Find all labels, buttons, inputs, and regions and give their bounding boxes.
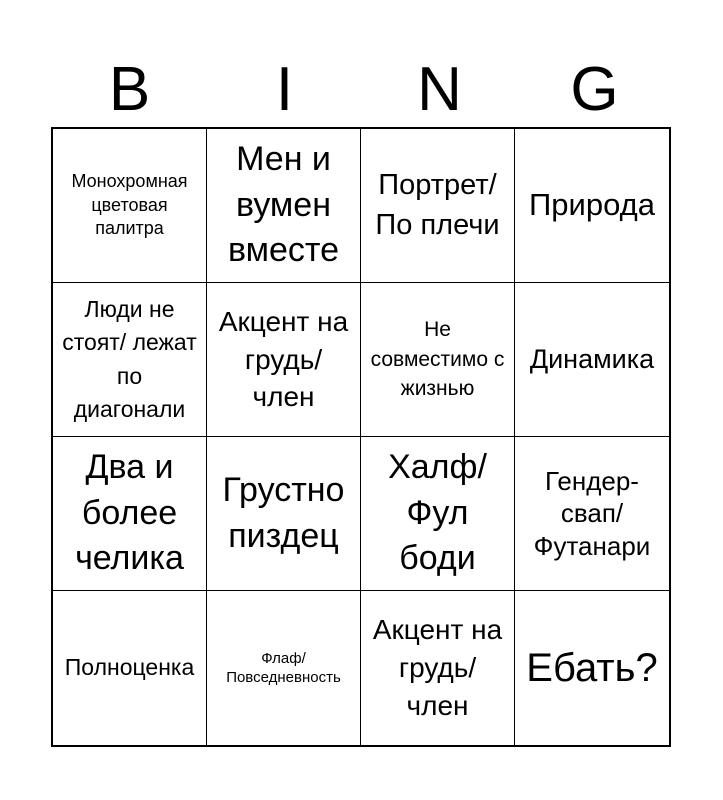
- cell-text: Природа: [529, 187, 655, 223]
- bingo-cell[interactable]: [515, 283, 669, 437]
- cell-text: Динамика: [529, 343, 655, 374]
- bingo-board: [51, 127, 671, 747]
- bingo-cell[interactable]: [207, 129, 361, 283]
- cell-text: Полноценка: [64, 654, 195, 681]
- bingo-cell[interactable]: [207, 591, 361, 745]
- cell-text: Мен и вумен вместе: [227, 139, 340, 270]
- cell-text: Ебать?: [526, 646, 658, 690]
- cell-text: Два и более челика: [75, 447, 184, 578]
- cell-text: Монохромная цветовая палитра: [71, 171, 188, 239]
- cell-text: Не совместимо с жизнью: [370, 318, 505, 401]
- bingo-cell[interactable]: [361, 591, 515, 745]
- cell-text: Люди не стоят/ лежат по диагонали: [62, 295, 197, 422]
- header-letter-n: N: [417, 55, 462, 124]
- cell-text: Гендер-свап/ Футанари: [533, 465, 651, 561]
- header-letter-g: G: [570, 55, 619, 124]
- bingo-cell[interactable]: [53, 129, 207, 283]
- bingo-cell[interactable]: [207, 437, 361, 591]
- cell-text: Грустно пиздец: [222, 470, 345, 555]
- header-letter-i: I: [275, 55, 294, 124]
- cell-text: Акцент на грудь/ член: [372, 614, 503, 721]
- bingo-cell[interactable]: [207, 283, 361, 437]
- bingo-header: [52, 52, 672, 128]
- bingo-cell[interactable]: [53, 437, 207, 591]
- cell-text: Акцент на грудь/ член: [218, 305, 349, 413]
- cell-text: Халф/ Фул боди: [388, 447, 487, 578]
- bingo-cell[interactable]: [515, 591, 669, 745]
- cell-text: Флаф/ Повседневность: [226, 649, 341, 686]
- bingo-cell[interactable]: [361, 129, 515, 283]
- bingo-cell[interactable]: [53, 591, 207, 745]
- header-letter-b: B: [108, 55, 151, 124]
- bingo-cell[interactable]: [361, 283, 515, 437]
- cell-text: Портрет/ По плечи: [375, 169, 500, 241]
- bingo-cell[interactable]: [361, 437, 515, 591]
- bingo-cell[interactable]: [53, 283, 207, 437]
- bingo-cell[interactable]: [515, 129, 669, 283]
- bingo-cell[interactable]: [515, 437, 669, 591]
